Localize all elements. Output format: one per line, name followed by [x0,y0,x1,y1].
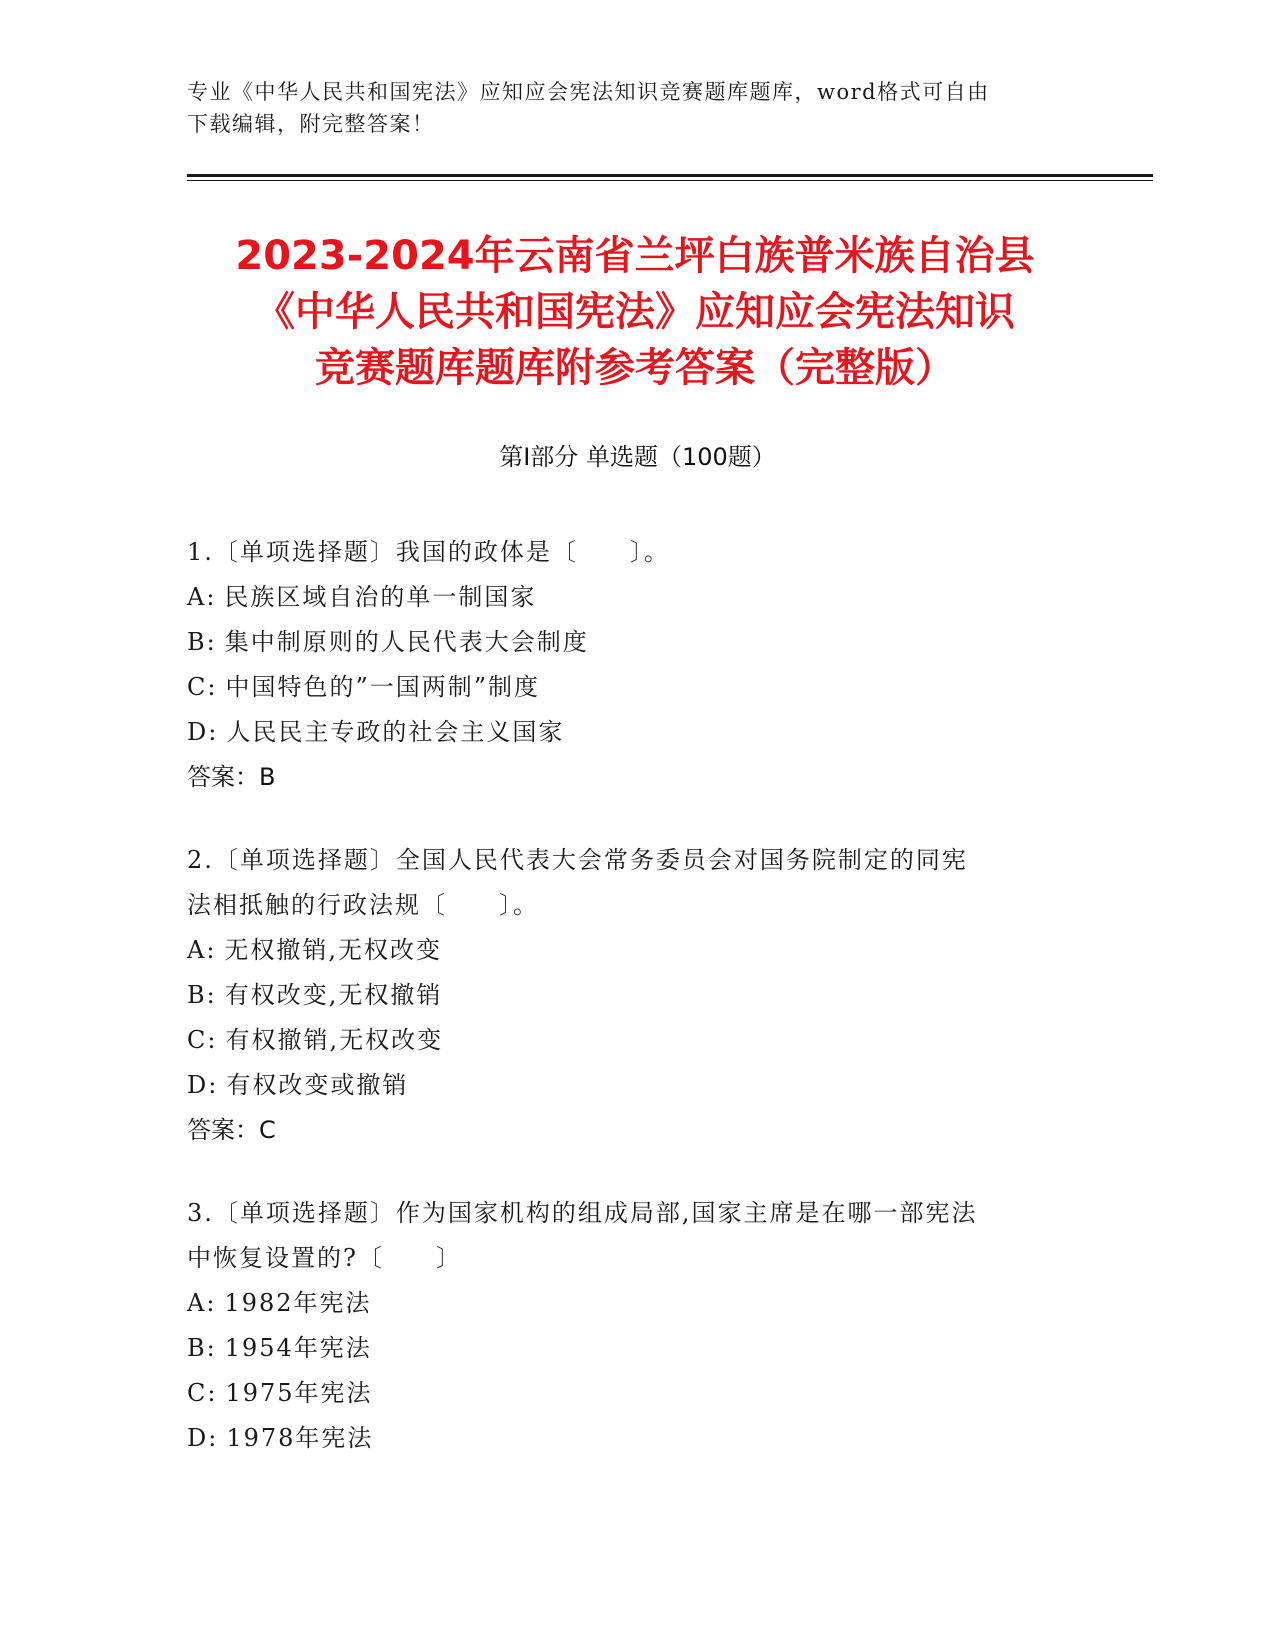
option-label: B: [187,1334,217,1362]
option-text: 有权撤销,无权改变 [225,1026,444,1054]
option-text: 中国特色的”一国两制”制度 [225,673,540,701]
option-text: 1982年宪法 [224,1289,372,1317]
option-label: D: [187,1071,219,1099]
option-text: 1954年宪法 [224,1334,372,1362]
option-d [187,1063,1067,1108]
document-title [140,228,1130,396]
option-d [187,710,1067,755]
option-label: D: [187,718,219,746]
option-a [187,928,1067,973]
question-stem-line-2: 中恢复设置的?〔 〕 [187,1244,462,1272]
option-text: 1978年宪法 [226,1424,374,1452]
question-stem-line-1: 2.〔单项选择题〕全国人民代表大会常务委员会对国务院制定的同宪 [187,846,968,874]
option-c [187,665,1067,710]
option-label: B: [187,981,217,1009]
option-c [187,1018,1067,1063]
section-title: 第Ⅰ部分 单选题（100题） [499,443,776,471]
option-text: 1975年宪法 [225,1379,373,1407]
answer-text: 答案：C [187,1116,276,1144]
header-note-line-1: 专业《中华人民共和国宪法》应知应会宪法知识竞赛题库题库，word格式可自由 [187,80,990,104]
option-label: B: [187,628,217,656]
option-label: C: [187,1026,218,1054]
option-text: 民族区域自治的单一制国家 [224,583,537,611]
option-text: 集中制原则的人民代表大会制度 [224,628,589,656]
option-text: 人民民主专政的社会主义国家 [226,718,565,746]
option-text: 有权改变或撤销 [226,1071,409,1099]
title-line-2: 《中华人民共和国宪法》应知应会宪法知识 [255,289,1015,335]
header-divider-thin [187,180,1153,181]
option-b [187,1326,1067,1371]
option-label: C: [187,673,218,701]
title-line-1: 2023-2024年云南省兰坪白族普米族自治县 [235,233,1035,279]
option-a [187,1281,1067,1326]
answer-text: 答案：B [187,763,276,791]
option-label: D: [187,1424,219,1452]
question-1 [187,530,1067,800]
option-d [187,1416,1067,1461]
option-a [187,575,1067,620]
header-divider-thick [187,174,1153,177]
option-label: A: [187,1289,217,1317]
option-label: A: [187,936,217,964]
option-text: 有权改变,无权撤销 [224,981,443,1009]
question-list [187,530,1067,1499]
header-note-line-2: 下载编辑，附完整答案！ [187,112,435,136]
title-line-3: 竞赛题库题库附参考答案（完整版） [315,345,955,391]
option-text: 无权撤销,无权改变 [224,936,443,964]
question-stem-line-1: 3.〔单项选择题〕作为国家机构的组成局部,国家主席是在哪一部宪法 [187,1199,978,1227]
question-stem: 1.〔单项选择题〕我国的政体是〔 〕。 [187,538,670,566]
option-b [187,973,1067,1018]
option-label: A: [187,583,217,611]
question-stem-line-2: 法相抵触的行政法规〔 〕。 [187,891,539,919]
question-2 [187,838,1067,1153]
option-label: C: [187,1379,218,1407]
header-note [187,76,1067,140]
option-c [187,1371,1067,1416]
question-3 [187,1191,1067,1461]
option-b [187,620,1067,665]
